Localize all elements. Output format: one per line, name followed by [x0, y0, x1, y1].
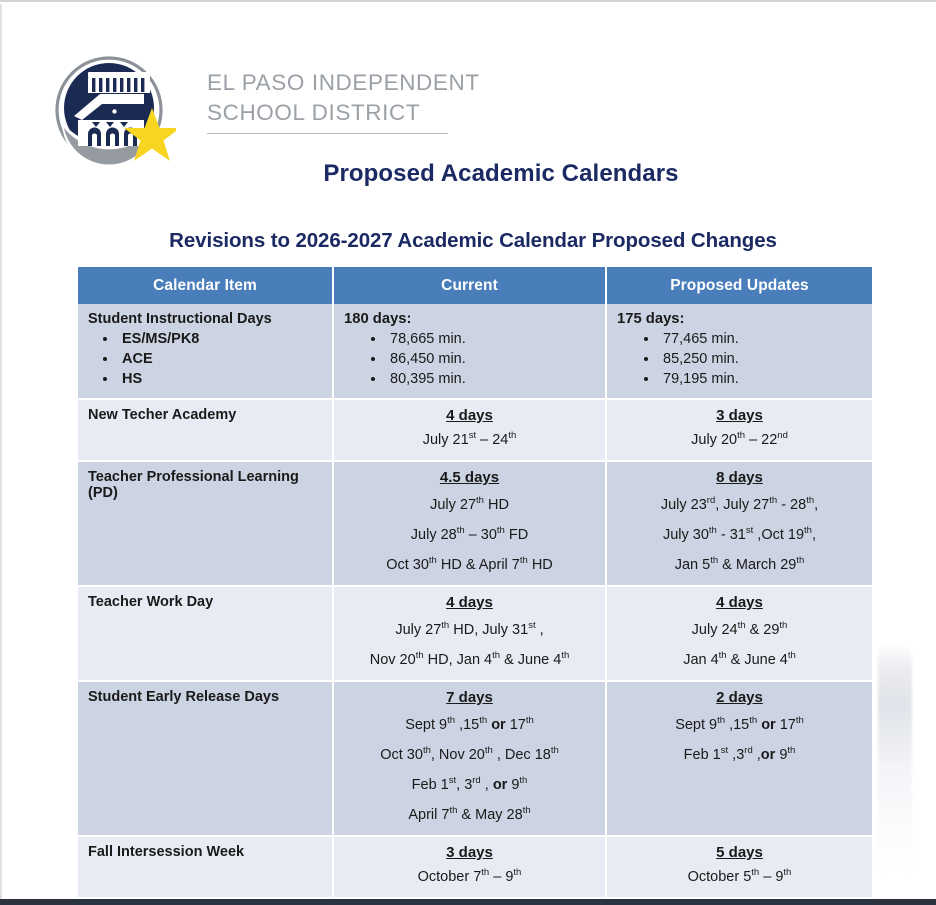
- date-line: October 5th – 9th: [687, 867, 792, 885]
- ordinal-suffix: th: [519, 775, 528, 787]
- table-body: [78, 304, 872, 898]
- ordinal-suffix: th: [783, 867, 792, 879]
- ordinal-suffix: th: [751, 867, 760, 879]
- ordinal-suffix: th: [484, 745, 493, 757]
- ordinal-suffix: th: [737, 620, 746, 632]
- ordinal-suffix: th: [422, 745, 431, 757]
- ordinal-suffix: th: [415, 650, 424, 662]
- ordinal-suffix: th: [481, 867, 490, 879]
- ordinal-suffix: st: [528, 620, 536, 632]
- table-row: [78, 304, 872, 399]
- date-line: Feb 1st ,3rd ,or 9th: [683, 745, 796, 763]
- list-item: • HS: [118, 369, 322, 389]
- ordinal-suffix: th: [769, 495, 778, 507]
- cell-current: [333, 304, 606, 399]
- ordinal-suffix: th: [476, 495, 484, 507]
- scan-artifact: [878, 642, 912, 872]
- date-line: Oct 30th, Nov 20th , Dec 18th: [380, 745, 559, 763]
- ordinal-suffix: th: [456, 525, 465, 537]
- days-count-label: 5 days: [716, 844, 763, 861]
- ordinal-suffix: st: [720, 745, 729, 757]
- ordinal-suffix: th: [806, 495, 815, 507]
- days-count-label: 2 days: [716, 689, 763, 706]
- ordinal-suffix: th: [522, 805, 531, 817]
- calendar-item-label: Student Early Release Days: [88, 689, 280, 705]
- cell-calendar-item: [78, 586, 333, 681]
- list-item: • ES/MS/PK8: [118, 329, 322, 349]
- ordinal-suffix: th: [508, 430, 517, 442]
- bottom-bar: [0, 899, 936, 905]
- ordinal-suffix: th: [492, 650, 501, 662]
- cell-bullet-list: [344, 329, 595, 389]
- section-title: Revisions to 2026-2027 Academic Calendar Proposed Changes: [169, 229, 777, 252]
- ordinal-suffix: th: [796, 555, 805, 567]
- cell-current: [333, 836, 606, 898]
- wordmark-underline: [207, 133, 448, 134]
- calendar-item-label: Teacher Professional Learning (PD): [88, 469, 299, 501]
- epiisd-building-star-logo-icon: [52, 50, 176, 170]
- table-row: [78, 681, 872, 836]
- ordinal-suffix: th: [479, 715, 488, 727]
- calendar-item-bullet-list: [88, 329, 322, 389]
- calendar-changes-table: [78, 267, 872, 899]
- ordinal-suffix: th: [441, 620, 450, 632]
- cell-calendar-item: [78, 681, 333, 836]
- ordinal-suffix: th: [708, 525, 717, 537]
- date-line: July 24th & 29th: [691, 620, 788, 638]
- district-name-line-1: EL PASO INDEPENDENT: [207, 70, 480, 95]
- calendar-item-label: Teacher Work Day: [88, 594, 214, 610]
- days-count-label: 8 days: [716, 469, 763, 486]
- ordinal-suffix: th: [561, 650, 570, 662]
- date-line: Feb 1st, 3rd , or 9th: [411, 775, 528, 793]
- emphasis-text: or: [491, 717, 506, 733]
- ordinal-suffix: st: [745, 525, 754, 537]
- ordinal-suffix: th: [749, 715, 758, 727]
- days-count-label: 4.5 days: [439, 469, 500, 486]
- table-header: [78, 267, 872, 304]
- days-count-label: 3 days: [716, 407, 763, 424]
- date-line: July 27th HD: [430, 495, 509, 513]
- list-item: • 78,665 min.: [386, 329, 595, 349]
- calendar-item-label: Fall Intersession Week: [88, 844, 245, 860]
- cell-current: [333, 399, 606, 461]
- ordinal-suffix: rd: [744, 745, 753, 757]
- ordinal-suffix: th: [787, 650, 796, 662]
- ordinal-suffix: st: [468, 430, 477, 442]
- ordinal-suffix: th: [525, 715, 534, 727]
- list-item: • 79,195 min.: [659, 369, 862, 389]
- document-header: [0, 2, 936, 252]
- cell-proposed: [606, 399, 872, 461]
- ordinal-suffix: th: [787, 745, 796, 757]
- days-count-label: 4 days: [446, 407, 493, 424]
- ordinal-suffix: th: [710, 555, 719, 567]
- ordinal-suffix: th: [717, 715, 726, 727]
- list-item: • 77,465 min.: [659, 329, 862, 349]
- ordinal-suffix: nd: [777, 430, 788, 442]
- column-header-current: Current: [333, 267, 606, 304]
- emphasis-text: or: [760, 747, 776, 763]
- ordinal-suffix: rd: [706, 495, 716, 507]
- cell-current: [333, 461, 606, 586]
- cell-proposed: [606, 836, 872, 898]
- cell-proposed: [606, 304, 872, 399]
- ordinal-suffix: th: [779, 620, 788, 632]
- date-line: October 7th – 9th: [417, 867, 522, 885]
- cell-current: [333, 681, 606, 836]
- list-item: • 85,250 min.: [659, 349, 862, 369]
- table-row: [78, 586, 872, 681]
- ordinal-suffix: th: [718, 650, 727, 662]
- ordinal-suffix: th: [513, 867, 522, 879]
- ordinal-suffix: st: [448, 775, 457, 787]
- date-line: April 7th & May 28th: [408, 805, 531, 823]
- ordinal-suffix: th: [795, 715, 804, 727]
- ordinal-suffix: th: [737, 430, 746, 442]
- cell-bullet-list: [617, 329, 862, 389]
- date-line: July 27th HD, July 31st ,: [395, 620, 544, 638]
- district-wordmark: [207, 68, 480, 128]
- ordinal-suffix: rd: [472, 775, 481, 787]
- date-line: July 23rd, July 27th - 28th,: [660, 495, 819, 513]
- ordinal-suffix: th: [550, 745, 559, 757]
- days-count-label: 7 days: [446, 689, 493, 706]
- date-line: Jan 5th & March 29th: [674, 555, 805, 573]
- ordinal-suffix: th: [804, 525, 812, 537]
- list-item: • ACE: [118, 349, 322, 369]
- cell-calendar-item: [78, 836, 333, 898]
- days-count-label: 4 days: [716, 594, 763, 611]
- table-header-row: [78, 267, 872, 304]
- ordinal-suffix: th: [447, 715, 456, 727]
- cell-calendar-item: [78, 304, 333, 399]
- cell-proposed: [606, 461, 872, 586]
- cell-proposed: [606, 586, 872, 681]
- days-count-label: 3 days: [446, 844, 493, 861]
- emphasis-text: or: [761, 717, 776, 733]
- calendar-item-label: Student Instructional Days: [88, 311, 272, 327]
- cell-lead-text: 180 days:: [344, 311, 412, 327]
- date-line: July 28th – 30th FD: [410, 525, 529, 543]
- date-line: Jan 4th & June 4th: [683, 650, 796, 668]
- page-title: Proposed Academic Calendars: [323, 160, 679, 187]
- cell-lead-text: 175 days:: [617, 311, 685, 327]
- district-name-line-2: SCHOOL DISTRICT: [207, 100, 421, 125]
- date-line: Sept 9th ,15th or 17th: [675, 715, 804, 733]
- ordinal-suffix: th: [449, 805, 458, 817]
- table-row: [78, 461, 872, 586]
- date-line: July 21st – 24th: [422, 430, 517, 448]
- cell-calendar-item: [78, 461, 333, 586]
- cell-proposed: [606, 681, 872, 836]
- ordinal-suffix: th: [519, 555, 528, 567]
- date-line: July 20th – 22nd: [691, 430, 788, 448]
- calendar-item-label: New Techer Academy: [88, 407, 237, 423]
- ordinal-suffix: th: [496, 525, 505, 537]
- date-line: Oct 30th HD & April 7th HD: [386, 555, 553, 573]
- cell-current: [333, 586, 606, 681]
- column-header-proposed-updates: Proposed Updates: [606, 267, 872, 304]
- ordinal-suffix: th: [428, 555, 437, 567]
- date-line: Sept 9th ,15th or 17th: [405, 715, 534, 733]
- date-line: Nov 20th HD, Jan 4th & June 4th: [369, 650, 570, 668]
- table-row: [78, 399, 872, 461]
- list-item: • 86,450 min.: [386, 349, 595, 369]
- days-count-label: 4 days: [446, 594, 493, 611]
- date-line: July 30th - 31st ,Oct 19th,: [662, 525, 817, 543]
- column-header-calendar-item: Calendar Item: [78, 267, 333, 304]
- cell-calendar-item: [78, 399, 333, 461]
- emphasis-text: or: [492, 777, 508, 793]
- table-row: [78, 836, 872, 898]
- list-item: • 80,395 min.: [386, 369, 595, 389]
